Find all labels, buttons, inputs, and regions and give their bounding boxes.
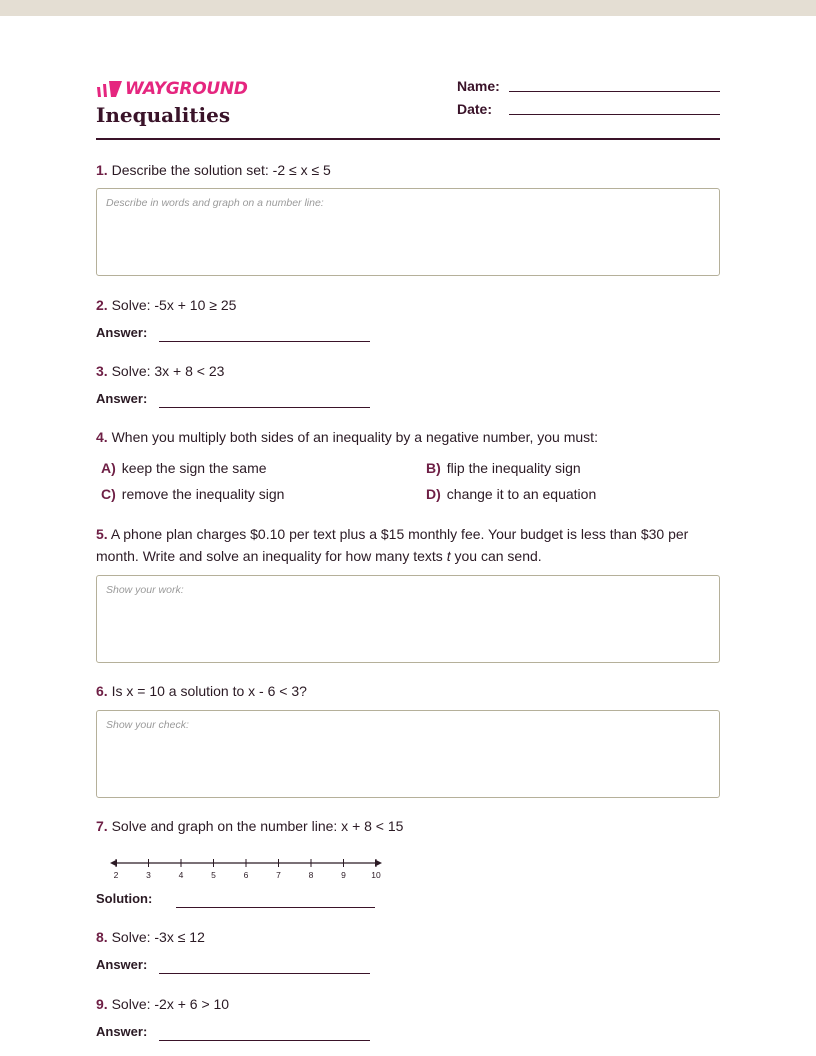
answer-label: Answer: (96, 325, 148, 340)
option-d[interactable] (426, 486, 596, 502)
question-5 (96, 523, 720, 567)
brand-name: WAYGROUND (125, 79, 248, 99)
question-4 (96, 426, 598, 448)
option-letter: A) (101, 460, 116, 476)
question-6 (96, 680, 307, 702)
number-line-label: 9 (341, 870, 346, 880)
answer-box-1[interactable] (96, 188, 720, 276)
option-text: keep the sign the same (121, 460, 267, 476)
question-2 (96, 294, 236, 316)
option-a[interactable] (101, 460, 267, 476)
brand-mark-icon (96, 79, 122, 99)
answer-box-placeholder: Show your work: (106, 584, 184, 596)
number-line-label: 4 (178, 870, 184, 880)
question-text-end: you can send. (450, 548, 542, 564)
option-text: change it to an equation (446, 486, 597, 502)
option-letter: D) (426, 486, 441, 502)
answer-box-placeholder: Describe in words and graph on a number line: (106, 197, 324, 209)
option-b[interactable] (426, 460, 581, 476)
number-line-label: 2 (113, 870, 119, 880)
answer-box-placeholder: Show your check: (106, 719, 189, 731)
number-line-label: 6 (243, 870, 249, 880)
question-number: 6. (96, 683, 108, 699)
name-field[interactable] (509, 91, 720, 92)
answer-label: Answer: (96, 1024, 148, 1039)
answer-label: Answer: (96, 391, 148, 406)
question-8 (96, 926, 205, 948)
brand-logo (96, 78, 248, 100)
name-label: Name: (457, 78, 500, 94)
answer-label: Answer: (96, 957, 148, 972)
question-number: 2. (96, 297, 108, 313)
question-text: When you multiply both sides of an inequality by a negative number, you must: (111, 429, 598, 445)
question-3 (96, 360, 224, 382)
solution-label: Solution: (96, 891, 153, 906)
header-divider (96, 138, 720, 140)
option-text: flip the inequality sign (446, 460, 581, 476)
number-line[interactable] (108, 852, 390, 882)
question-variable: t (446, 548, 451, 564)
number-line-label: 5 (211, 870, 216, 880)
answer-box-6[interactable] (96, 710, 720, 798)
question-text: Solve: -2x + 6 > 10 (111, 996, 230, 1012)
question-number: 5. (96, 526, 108, 542)
answer-line-9[interactable] (159, 1040, 370, 1041)
question-number: 4. (96, 429, 108, 445)
page-title: Inequalities (96, 103, 231, 127)
answer-box-5[interactable] (96, 575, 720, 663)
question-text: Solve: -5x + 10 ≥ 25 (111, 297, 237, 313)
question-text: Is x = 10 a solution to x - 6 < 3? (111, 683, 307, 699)
number-line-label: 10 (371, 870, 381, 880)
date-field[interactable] (509, 114, 720, 115)
question-text: Solve: -3x ≤ 12 (111, 929, 205, 945)
question-9 (96, 993, 229, 1015)
number-line-label: 7 (276, 870, 281, 880)
number-line-label: 8 (308, 870, 314, 880)
question-1 (96, 159, 331, 181)
question-number: 7. (96, 818, 108, 834)
question-text: Solve and graph on the number line: x + 8 < 15 (111, 818, 404, 834)
option-text: remove the inequality sign (121, 486, 285, 502)
number-line-label: 3 (146, 870, 151, 880)
question-number: 9. (96, 996, 108, 1012)
date-label: Date: (457, 101, 493, 117)
answer-line-7[interactable] (176, 907, 375, 908)
answer-line-2[interactable] (159, 341, 370, 342)
question-text: Describe the solution set: -2 ≤ x ≤ 5 (111, 162, 331, 178)
option-c[interactable] (101, 486, 284, 502)
question-number: 1. (96, 162, 108, 178)
answer-line-3[interactable] (159, 407, 370, 408)
question-number: 8. (96, 929, 108, 945)
answer-line-8[interactable] (159, 973, 370, 974)
question-text: Solve: 3x + 8 < 23 (111, 363, 225, 379)
option-letter: B) (426, 460, 441, 476)
option-letter: C) (101, 486, 116, 502)
top-bar (0, 0, 816, 16)
question-7 (96, 815, 403, 837)
question-number: 3. (96, 363, 108, 379)
question-text: A phone plan charges $0.10 per text plus a $15 monthly fee. Your budget is less than $30 per month. Write and solve an inequality for how many texts (96, 526, 689, 564)
